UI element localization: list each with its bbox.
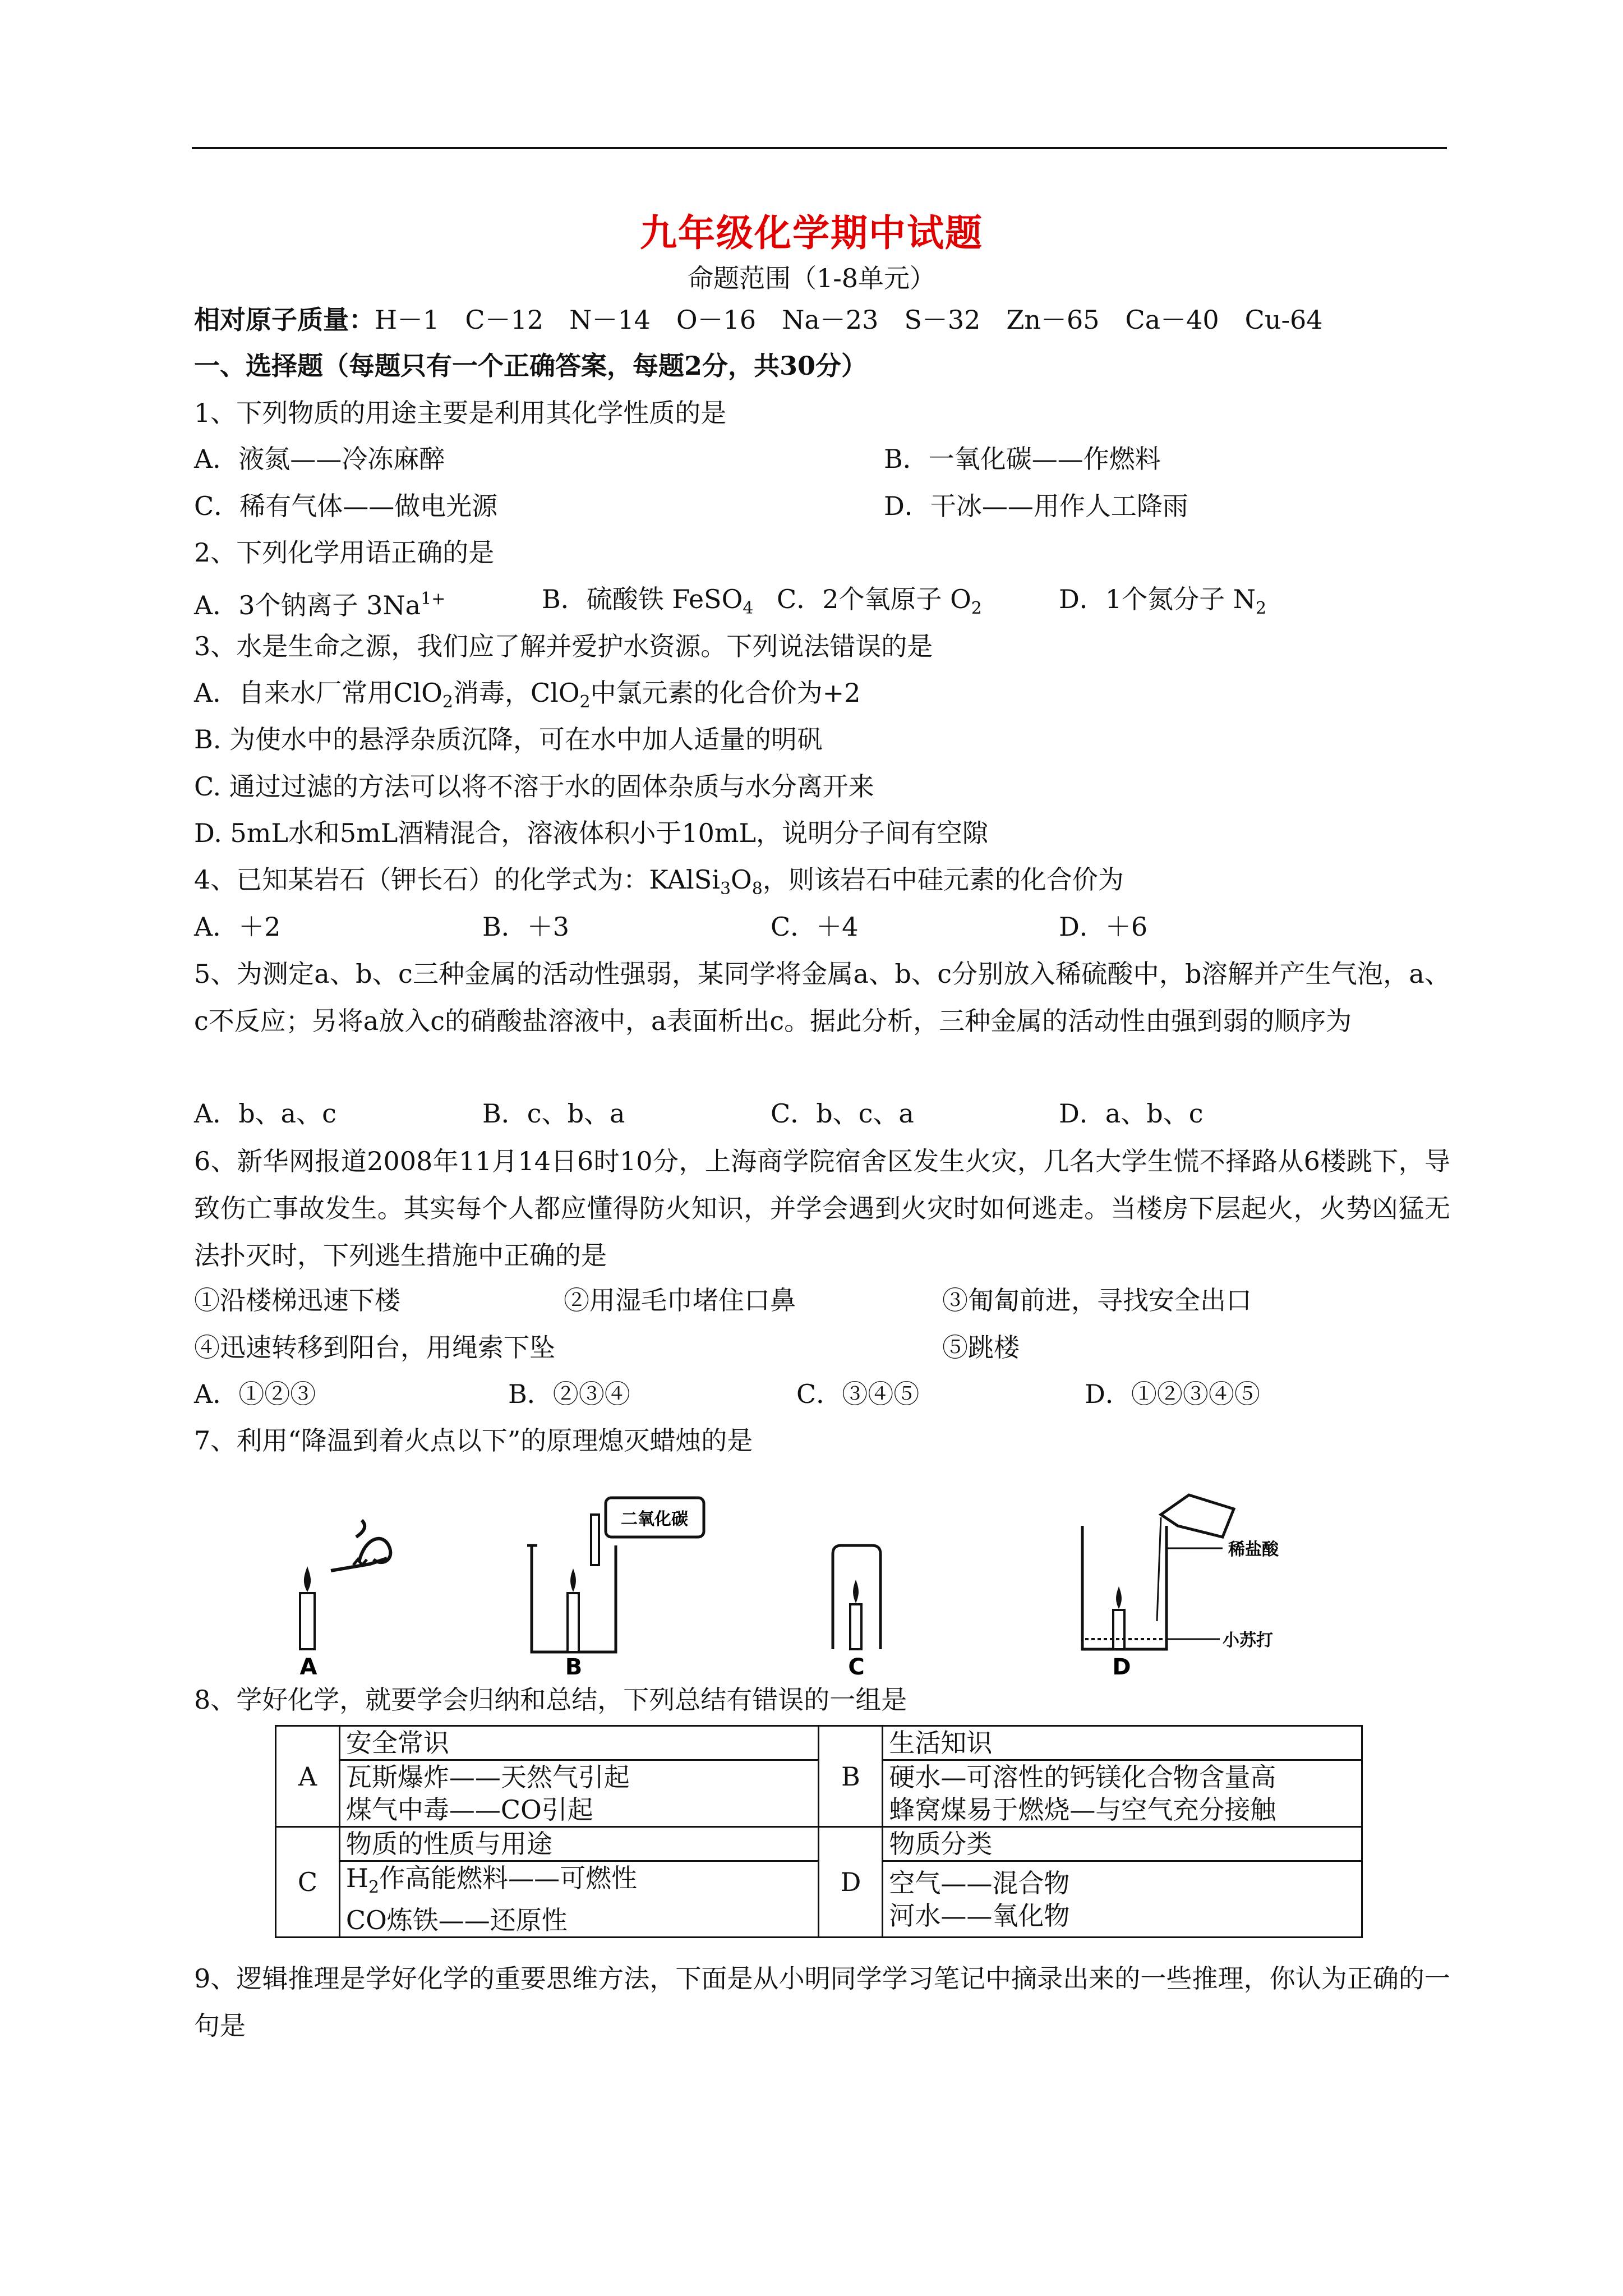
- section-heading: 一、选择题（每题只有一个正确答案，每题2分，共30分）: [194, 351, 868, 381]
- group-c-heading: 物质的性质与用途: [339, 1827, 819, 1861]
- q5-option-a: A．b、a、c: [194, 1098, 336, 1129]
- group-a-heading: 安全常识: [339, 1726, 819, 1760]
- figure-label-a: A: [299, 1654, 317, 1677]
- q6-measure-4: ④迅速转移到阳台，用绳索下坠: [194, 1332, 555, 1363]
- q4-stem: 4、已知某岩石（钾长石）的化学式为：$KAlSi_3O_8$，则该岩石中硅元素的化合价为: [194, 864, 1124, 899]
- q5-stem: 5、为测定a、b、c三种金属的活动性强弱，某同学将金属a、b、c分别放入稀硫酸中，b溶解并产生气泡，a、c不反应；另将a放入c的硝酸盐溶液中，a表面析出c。据此分析，三种金属的活动性由强到弱的顺序为: [194, 959, 1450, 1036]
- group-c-key: C: [276, 1827, 340, 1938]
- group-a-body: 瓦斯爆炸——天然气引起 煤气中毒——CO引起: [339, 1760, 819, 1827]
- q6-measure-5: ⑤跳楼: [942, 1332, 1020, 1363]
- q6-option-a: A．①②③: [194, 1379, 316, 1409]
- q3-stem: 3、水是生命之源，我们应了解并爱护水资源。下列说法错误的是: [194, 631, 933, 661]
- co2-label: 二氧化碳: [621, 1510, 688, 1529]
- q3-option-d: D. 5mL水和5mL酒精混合，溶液体积小于10mL，说明分子间有空隙: [194, 818, 989, 848]
- q6-measure-2: ②用湿毛巾堵住口鼻: [564, 1285, 796, 1315]
- q6-option-d: D．①②③④⑤: [1085, 1379, 1260, 1409]
- q7-stem: 7、利用“降温到着火点以下”的原理熄灭蜡烛的是: [194, 1425, 753, 1456]
- q6-option-c: C．③④⑤: [796, 1379, 920, 1409]
- table-row: [276, 1827, 1362, 1861]
- group-b-heading: 生活知识: [883, 1726, 1362, 1760]
- q4-option-b: B．＋3: [482, 912, 570, 942]
- group-b-key: B: [819, 1726, 883, 1827]
- q2-stem: 2、下列化学用语正确的是: [194, 537, 495, 568]
- group-c-body: $H_2$作高能燃料——可燃性 CO炼铁——还原性: [339, 1861, 819, 1938]
- q7-figure: [269, 1492, 1335, 1677]
- q6-stem: 6、新华网报道2008年11月14日6时10分，上海商学院宿舍区发生火灾，几名大学生慌不择路从6楼跳下，导致伤亡事故发生。其实每个人都应懂得防火知识，并学会遇到火灾时如何逃走。当楼房下层起火，火势凶猛无法扑灭时，下列逃生措施中正确的是: [194, 1146, 1450, 1271]
- q3-option-b: B. 为使水中的悬浮杂质沉降，可在水中加人适量的明矾: [194, 724, 823, 754]
- atomic-masses-values: H－1 C－12 N－14 O－16 Na－23 S－32 Zn－65 Ca－40 Cu-64: [375, 305, 1323, 335]
- q4-option-d: D．＋6: [1059, 912, 1148, 942]
- figure-label-c: C: [848, 1654, 865, 1677]
- q6-measure-1: ①沿楼梯迅速下楼: [194, 1285, 400, 1315]
- group-a-key: A: [276, 1726, 340, 1827]
- q3-option-c: C. 通过过滤的方法可以将不溶于水的固体杂质与水分离开来: [194, 771, 874, 802]
- figure-a-candle-fan: [300, 1520, 390, 1649]
- q1-option-d: D．干冰——用作人工降雨: [884, 491, 1188, 521]
- q1-option-a: A．液氮——冷冻麻醉: [194, 444, 445, 474]
- group-b-body: 硬水—可溶性的钙镁化合物含量高 蜂窝煤易于燃烧—与空气充分接触: [883, 1760, 1362, 1827]
- group-d-body: 空气——混合物 河水——氧化物: [883, 1861, 1362, 1938]
- q6-option-b: B．②③④: [508, 1379, 630, 1409]
- header-rule: [192, 147, 1447, 149]
- q9-stem: 9、逻辑推理是学好化学的重要思维方法，下面是从小明同学学习笔记中摘录出来的一些推理，你认为正确的一句是: [194, 1963, 1450, 2041]
- q2-option-d: D．1个氮分子 $N_2$: [1059, 584, 1267, 618]
- q2-option-b: B．硫酸铁 FeSO$_4$: [542, 584, 754, 618]
- group-d-heading: 物质分类: [883, 1827, 1362, 1861]
- q8-stem: 8、学好化学，就要学会归纳和总结，下列总结有错误的一组是: [194, 1685, 907, 1715]
- q4-option-a: A．＋2: [194, 912, 281, 942]
- q3-option-a: A．自来水厂常用ClO$_2$消毒，ClO$_2$中氯元素的化合价为+2: [194, 678, 861, 712]
- table-row: [276, 1726, 1362, 1760]
- q8-summary-table: [275, 1725, 1363, 1938]
- acid-label: 稀盐酸: [1228, 1540, 1279, 1559]
- figure-label-b: B: [565, 1654, 583, 1677]
- q2-option-a: A．3个钠离子 $3Na^{1+}$: [194, 589, 446, 620]
- figure-d-acid-soda: [1082, 1495, 1279, 1650]
- page-subtitle: 命题范围（1-8单元）: [687, 263, 936, 293]
- figure-label-d: D: [1112, 1654, 1131, 1677]
- q1-option-b: B．一氧化碳——作燃料: [884, 444, 1161, 474]
- figure-c-covered-candle: [833, 1545, 880, 1649]
- q5-option-b: B．c、b、a: [482, 1098, 625, 1129]
- q6-measure-3: ③匍匐前进，寻找安全出口: [942, 1285, 1252, 1315]
- page-title: 九年级化学期中试题: [640, 211, 983, 255]
- q2-option-c: C．2个氧原子 $O_2$: [777, 584, 982, 618]
- atomic-masses-line: [194, 303, 1323, 337]
- group-d-key: D: [819, 1827, 883, 1938]
- q5-option-c: C．b、c、a: [771, 1098, 914, 1129]
- q1-stem: 1、下列物质的用途主要是利用其化学性质的是: [194, 398, 727, 428]
- q1-option-c: C．稀有气体——做电光源: [194, 491, 498, 521]
- soda-label: 小苏打: [1223, 1631, 1273, 1650]
- atomic-masses-label: 相对原子质量：: [194, 305, 375, 335]
- figure-b-beaker-co2: [527, 1498, 704, 1652]
- q5-option-d: D．a、b、c: [1059, 1098, 1204, 1129]
- q4-option-c: C．＋4: [771, 912, 859, 942]
